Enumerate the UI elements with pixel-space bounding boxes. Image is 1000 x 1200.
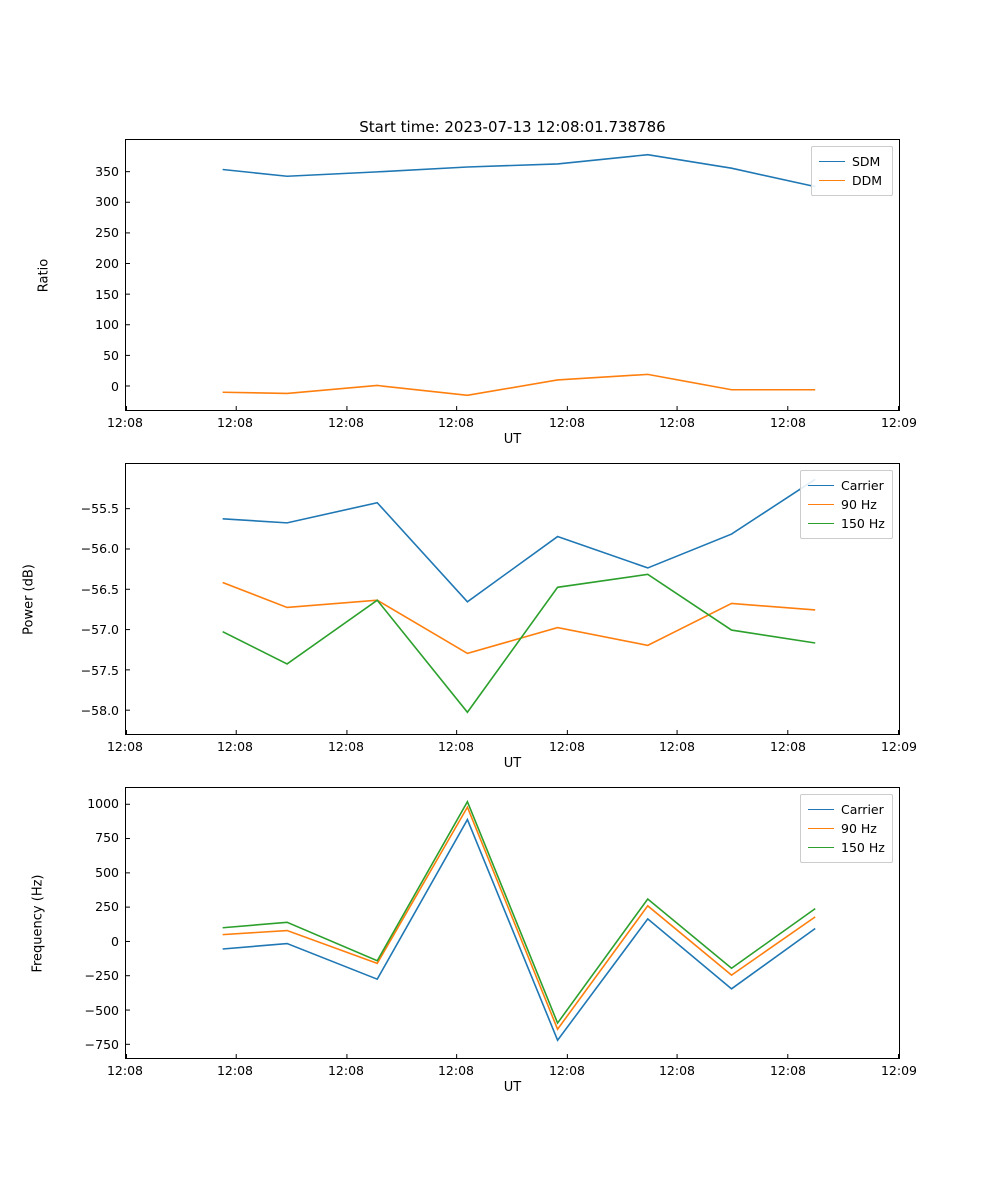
- legend-item-90hz: [808, 495, 885, 514]
- frequency-xtick-3: 12:08: [437, 1063, 475, 1078]
- legend-item-carrier: [808, 476, 885, 495]
- power-plot-lines: [126, 464, 899, 734]
- frequency-xtick-0: 12:08: [106, 1063, 144, 1078]
- power-xtick-5: 12:08: [658, 739, 696, 754]
- ratio-xtick-0: 12:08: [106, 415, 144, 430]
- legend-swatch-90hz-freq: [808, 828, 834, 829]
- legend-label-150hz-freq: 150 Hz: [841, 840, 885, 855]
- legend-item-carrier-freq: [808, 800, 885, 819]
- frequency-ylabel: Frequency (Hz): [30, 874, 46, 973]
- legend-label-90hz-freq: 90 Hz: [841, 821, 877, 836]
- power-ytick-3: −56.5: [80, 582, 119, 597]
- power-legend: [800, 470, 893, 539]
- ratio-xtick-3: 12:08: [437, 415, 475, 430]
- frequency-ytick-4: 250: [95, 899, 119, 914]
- legend-swatch-ddm: [819, 180, 845, 181]
- power-ylabel: Power (dB): [21, 564, 37, 635]
- frequency-ytick-2: −250: [84, 968, 119, 983]
- legend-swatch-150hz: [808, 523, 834, 524]
- power-ytick-0: −58.0: [80, 703, 119, 718]
- frequency-xtick-2: 12:08: [327, 1063, 365, 1078]
- power-xtick-2: 12:08: [327, 739, 365, 754]
- ratio-ytick-0: 0: [111, 379, 119, 394]
- legend-swatch-sdm: [819, 161, 845, 162]
- power-ytick-2: −57.0: [80, 622, 119, 637]
- frequency-plot-lines: [126, 788, 899, 1058]
- ratio-ylabel: Ratio: [36, 258, 52, 293]
- ratio-axes: [125, 139, 900, 411]
- legend-item-150hz-freq: [808, 838, 885, 857]
- legend-label-carrier: Carrier: [841, 478, 884, 493]
- frequency-xtick-5: 12:08: [658, 1063, 696, 1078]
- frequency-ytick-3: 0: [111, 934, 119, 949]
- ratio-xtick-5: 12:08: [658, 415, 696, 430]
- ratio-xtick-1: 12:08: [216, 415, 254, 430]
- ratio-plot-lines: [126, 140, 899, 410]
- legend-swatch-150hz-freq: [808, 847, 834, 848]
- legend-item-150hz: [808, 514, 885, 533]
- ratio-xtick-2: 12:08: [327, 415, 365, 430]
- power-ytick-1: −57.5: [80, 663, 119, 678]
- frequency-ytick-7: 1000: [87, 796, 119, 811]
- ratio-xtick-4: 12:08: [548, 415, 586, 430]
- legend-item-90hz-freq: [808, 819, 885, 838]
- frequency-xtick-6: 12:08: [769, 1063, 807, 1078]
- power-xtick-3: 12:08: [437, 739, 475, 754]
- frequency-xtick-7: 12:09: [880, 1063, 918, 1078]
- power-xtick-6: 12:08: [769, 739, 807, 754]
- legend-swatch-carrier: [808, 485, 834, 486]
- legend-label-sdm: SDM: [852, 154, 881, 169]
- power-ytick-4: −56.0: [80, 541, 119, 556]
- ratio-ytick-4: 200: [95, 256, 119, 271]
- ratio-ytick-5: 250: [95, 225, 119, 240]
- legend-label-90hz: 90 Hz: [841, 497, 877, 512]
- legend-item-ddm: [819, 171, 885, 190]
- frequency-xtick-1: 12:08: [216, 1063, 254, 1078]
- legend-item-sdm: [819, 152, 885, 171]
- frequency-legend: [800, 794, 893, 863]
- power-xtick-7: 12:09: [880, 739, 918, 754]
- ratio-ytick-2: 100: [95, 317, 119, 332]
- power-ytick-5: −55.5: [80, 501, 119, 516]
- power-xlabel: UT: [503, 756, 522, 771]
- ratio-ytick-7: 350: [95, 164, 119, 179]
- ratio-xtick-6: 12:08: [769, 415, 807, 430]
- ratio-ytick-6: 300: [95, 194, 119, 209]
- legend-swatch-carrier-freq: [808, 809, 834, 810]
- ratio-ytick-1: 50: [103, 348, 119, 363]
- legend-swatch-90hz: [808, 504, 834, 505]
- frequency-ytick-5: 500: [95, 865, 119, 880]
- power-axes: [125, 463, 900, 735]
- ratio-xlabel: UT: [503, 432, 522, 447]
- frequency-xtick-4: 12:08: [548, 1063, 586, 1078]
- ratio-xtick-7: 12:09: [880, 415, 918, 430]
- power-xtick-4: 12:08: [548, 739, 586, 754]
- ratio-legend: [811, 146, 893, 196]
- legend-label-ddm: DDM: [852, 173, 883, 188]
- frequency-axes: [125, 787, 900, 1059]
- legend-label-carrier-freq: Carrier: [841, 802, 884, 817]
- frequency-ytick-0: −750: [84, 1037, 119, 1052]
- power-xtick-0: 12:08: [106, 739, 144, 754]
- legend-label-150hz: 150 Hz: [841, 516, 885, 531]
- frequency-xlabel: UT: [503, 1080, 522, 1095]
- figure-title: Start time: 2023-07-13 12:08:01.738786: [359, 118, 666, 136]
- power-xtick-1: 12:08: [216, 739, 254, 754]
- frequency-ytick-6: 750: [95, 830, 119, 845]
- frequency-ytick-1: −500: [84, 1003, 119, 1018]
- ratio-ytick-3: 150: [95, 287, 119, 302]
